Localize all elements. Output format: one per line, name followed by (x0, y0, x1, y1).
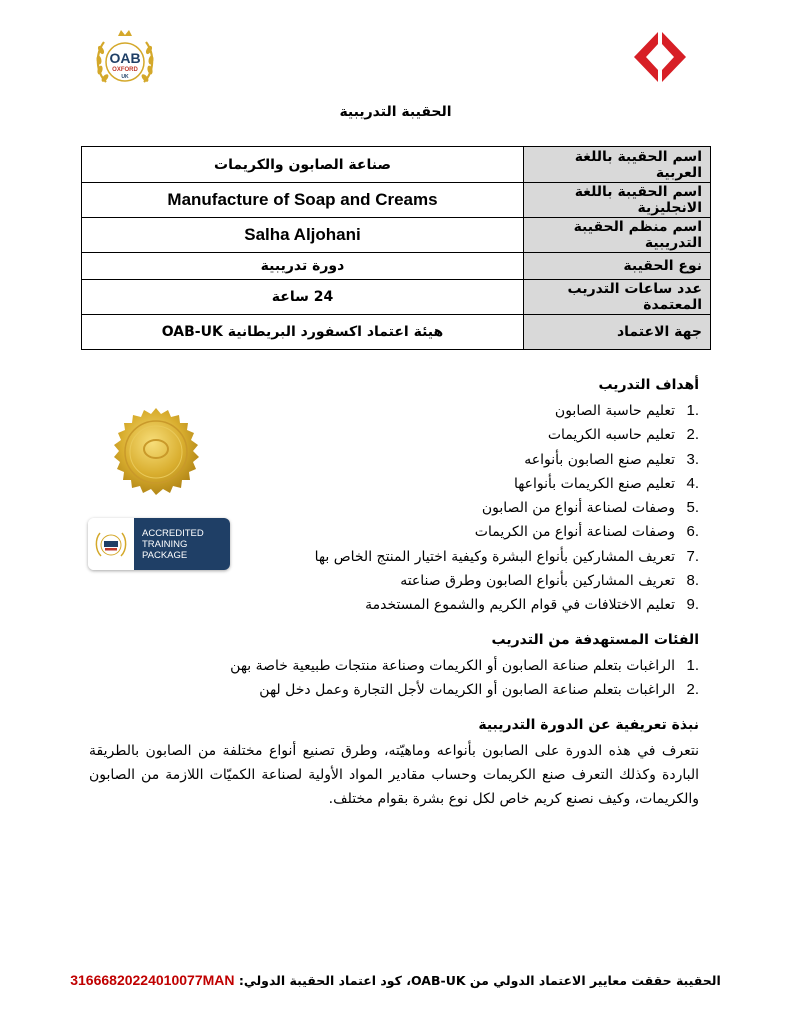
list-item: تعليم صنع الصابون بأنواعه (524, 451, 675, 468)
accreditation-code: 31666820224010077MAN (70, 972, 235, 988)
row-label: جهة الاعتماد (524, 315, 711, 350)
row-label: عدد ساعات التدريب المعتمدة (524, 280, 711, 315)
footer-text: الحقيبة حققت معايير الاعتماد الدولي من OAB-UK، كود اعتماد الحقيبة الدولي: (238, 973, 721, 988)
row-label: اسم منظم الحقيبة التدريبية (524, 218, 711, 253)
accredited-training-package-badge (88, 518, 230, 570)
targets-title: الفئات المستهدفة من التدريب (491, 632, 699, 648)
badge-line-2: TRAINING PACKAGE (142, 538, 188, 561)
list-item: تعريف المشاركين بأنواع البشرة وكيفية اختيار المنتج الخاص بها (314, 548, 675, 565)
svg-text:OXFORD: OXFORD (112, 67, 138, 73)
footer-accreditation (0, 972, 791, 988)
list-item: تعريف المشاركين بأنواع الصابون وطرق صناعته (400, 573, 675, 590)
intro-section (89, 717, 699, 811)
row-value: Manufacture of Soap and Creams (82, 183, 524, 218)
course-info-table (81, 146, 711, 350)
goals-title: أهداف التدريب (598, 377, 699, 393)
row-label: اسم الحقيبة باللغة الانجليزية (524, 183, 711, 218)
table-row (82, 147, 711, 183)
svg-text:OAB: OAB (109, 50, 141, 66)
list-item: الراغبات بتعلم صناعة الصابون أو الكريمات وصناعة منتجات طبيعية خاصة بهن (230, 658, 675, 674)
list-item: تعليم الاختلافات في قوام الكريم والشموع المستخدمة (365, 597, 675, 614)
list-item: الراغبات بتعلم صناعة الصابون أو الكريمات لأجل التجارة وعمل دخل لهن (259, 682, 675, 698)
badge-text (134, 518, 230, 570)
svg-text:UK: UK (121, 74, 129, 80)
table-row (82, 280, 711, 315)
table-row (82, 315, 711, 350)
row-value: صناعة الصابون والكريمات (82, 147, 524, 183)
intro-title: نبذة تعريفية عن الدورة التدريبية (478, 717, 699, 733)
targets-list (230, 654, 699, 702)
oab-oxford-logo-icon (92, 26, 158, 92)
row-label: اسم الحقيبة باللغة العربية (524, 147, 711, 183)
list-item: وصفات لصناعة أنواع من الكريمات (474, 524, 675, 541)
badge-line-1: ACCREDITED (142, 527, 204, 539)
intro-text: نتعرف في هذه الدورة على الصابون بأنواعه وماهيّته، وطرق تصنيع أنواع مختلفة من الصابون بالطريقة الباردة وكذلك التعرف صنع الكريمات وحساب مقادير المواد الأولية لصناعة الكميّات اللازمة من الصابون والكريمات، وكيف نصنع كريم خاص لكل نوع بشرة بقوام مختلف. (89, 743, 699, 807)
list-item: تعليم حاسبه الكريمات (547, 427, 675, 444)
row-value: Salha Aljohani (82, 218, 524, 253)
table-row (82, 183, 711, 218)
row-value: 24 ساعة (82, 280, 524, 315)
goals-list (315, 399, 699, 618)
oab-mini-logo-icon (93, 526, 129, 562)
goals-section (315, 377, 699, 618)
list-item: تعليم صنع الكريمات بأنواعها (513, 475, 675, 492)
table-row (82, 218, 711, 253)
list-item: تعليم حاسبة الصابون (554, 403, 675, 419)
row-value: دورة تدريبية (82, 253, 524, 280)
targets-section (230, 632, 699, 702)
page-title: الحقيبة التدريبية (339, 104, 452, 120)
table-row (82, 253, 711, 280)
red-brand-logo-icon (628, 30, 690, 84)
list-item: وصفات لصناعة أنواع من الصابون (481, 500, 675, 517)
row-label: نوع الحقيبة (524, 253, 711, 280)
badge-logo-area (88, 518, 134, 570)
gold-seal-icon (110, 407, 202, 499)
row-value: هيئة اعتماد اكسفورد البريطانية OAB-UK (82, 315, 524, 350)
